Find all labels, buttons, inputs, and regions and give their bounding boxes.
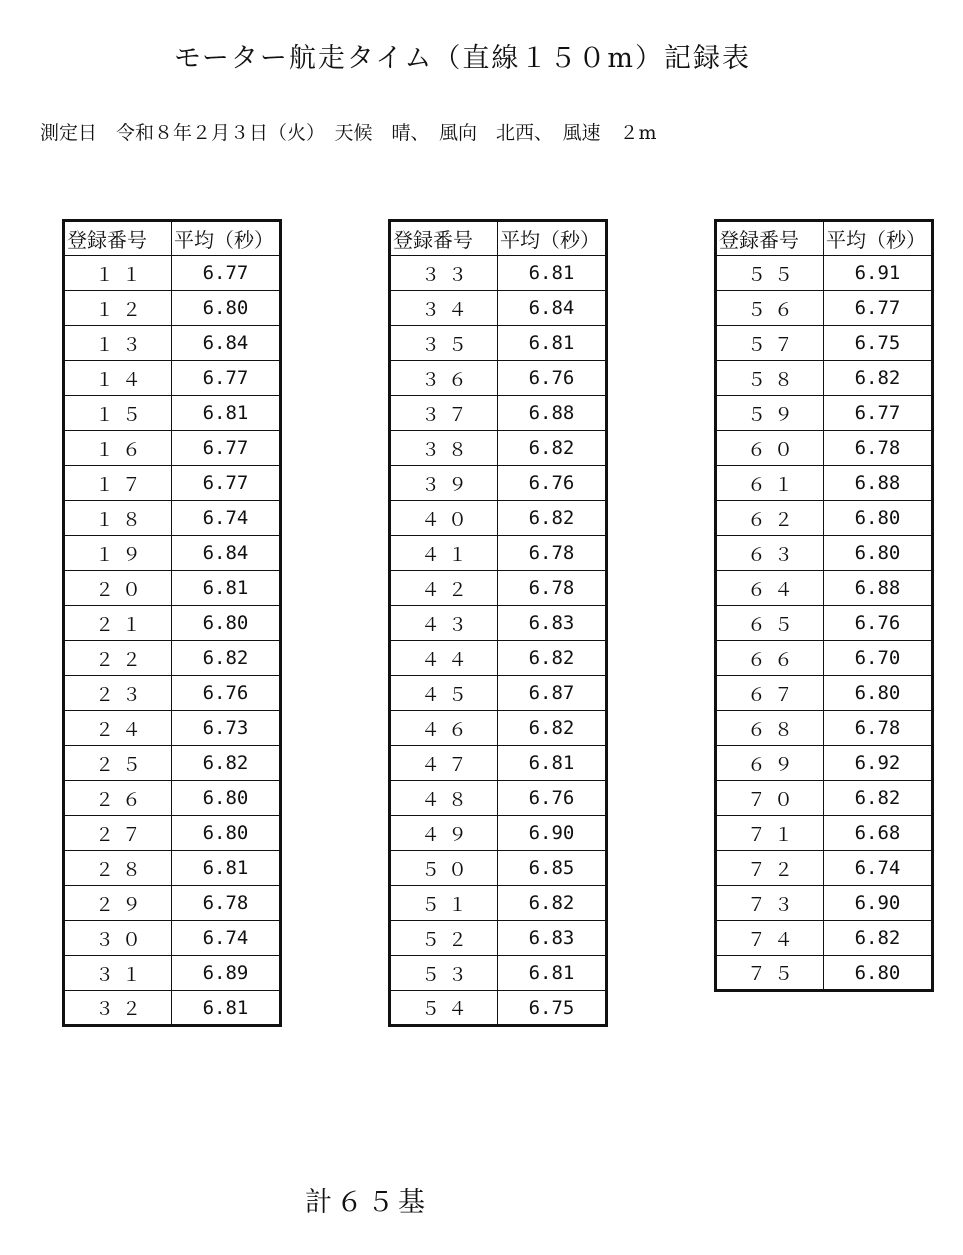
average-time: 6.81 (498, 326, 607, 361)
table-header-row (64, 221, 281, 256)
average-time: 6.78 (498, 536, 607, 571)
registration-number: ４５ (390, 676, 498, 711)
registration-number: ６１ (716, 466, 824, 501)
table-row (390, 641, 607, 676)
table-row (64, 291, 281, 326)
registration-number: ３９ (390, 466, 498, 501)
registration-number: １９ (64, 536, 172, 571)
registration-number: ４６ (390, 711, 498, 746)
average-time: 6.82 (172, 641, 281, 676)
average-time: 6.73 (172, 711, 281, 746)
table-row (390, 501, 607, 536)
registration-number: １７ (64, 466, 172, 501)
average-time: 6.82 (498, 886, 607, 921)
table-row (390, 781, 607, 816)
registration-number: ７５ (716, 956, 824, 991)
table-row (390, 256, 607, 291)
header-number: 登録番号 (390, 221, 498, 256)
average-time: 6.70 (824, 641, 933, 676)
average-time: 6.84 (172, 326, 281, 361)
average-time: 6.82 (172, 746, 281, 781)
average-time: 6.77 (172, 431, 281, 466)
average-time: 6.74 (172, 921, 281, 956)
table-row (64, 396, 281, 431)
average-time: 6.74 (172, 501, 281, 536)
table-row (716, 501, 933, 536)
average-time: 6.75 (824, 326, 933, 361)
table-row (716, 851, 933, 886)
average-time: 6.80 (824, 676, 933, 711)
registration-number: ４２ (390, 571, 498, 606)
average-time: 6.81 (172, 991, 281, 1026)
average-time: 6.78 (824, 711, 933, 746)
average-time: 6.81 (498, 956, 607, 991)
registration-number: ６５ (716, 606, 824, 641)
page-title: モーター航走タイム（直線１５０m）記録表 (174, 43, 751, 74)
registration-number: ５７ (716, 326, 824, 361)
table-row (390, 991, 607, 1026)
registration-number: ４４ (390, 641, 498, 676)
table-row (390, 816, 607, 851)
table-row (716, 956, 933, 991)
registration-number: ７３ (716, 886, 824, 921)
table-row (64, 606, 281, 641)
average-time: 6.84 (498, 291, 607, 326)
table-row (390, 746, 607, 781)
table-row (716, 536, 933, 571)
record-table-3 (714, 219, 934, 992)
registration-number: ３４ (390, 291, 498, 326)
average-time: 6.78 (824, 431, 933, 466)
table-row (390, 921, 607, 956)
registration-number: ５６ (716, 291, 824, 326)
average-time: 6.77 (172, 361, 281, 396)
registration-number: ５３ (390, 956, 498, 991)
table-row (716, 361, 933, 396)
registration-number: ４１ (390, 536, 498, 571)
table-row (716, 256, 933, 291)
average-time: 6.88 (498, 396, 607, 431)
registration-number: ６０ (716, 431, 824, 466)
table-row (64, 326, 281, 361)
registration-number: ４８ (390, 781, 498, 816)
average-time: 6.81 (172, 851, 281, 886)
registration-number: ４０ (390, 501, 498, 536)
registration-number: ２９ (64, 886, 172, 921)
table-row (64, 746, 281, 781)
table-row (390, 851, 607, 886)
table-row (64, 361, 281, 396)
average-time: 6.82 (498, 641, 607, 676)
measurement-info: 測定日 令和８年２月３日（火） 天候 晴、 風向 北西、 風速 ２m (40, 122, 657, 144)
average-time: 6.91 (824, 256, 933, 291)
average-time: 6.76 (498, 466, 607, 501)
average-time: 6.82 (824, 921, 933, 956)
table-row (64, 571, 281, 606)
registration-number: ２６ (64, 781, 172, 816)
average-time: 6.77 (172, 466, 281, 501)
registration-number: ４７ (390, 746, 498, 781)
average-time: 6.83 (498, 606, 607, 641)
average-time: 6.80 (172, 291, 281, 326)
average-time: 6.82 (498, 501, 607, 536)
table-row (390, 466, 607, 501)
average-time: 6.92 (824, 746, 933, 781)
record-table-1 (62, 219, 282, 1027)
registration-number: ３３ (390, 256, 498, 291)
table-row (64, 676, 281, 711)
registration-number: １２ (64, 291, 172, 326)
registration-number: ２５ (64, 746, 172, 781)
average-time: 6.77 (172, 256, 281, 291)
average-time: 6.76 (498, 781, 607, 816)
registration-number: １１ (64, 256, 172, 291)
average-time: 6.82 (824, 781, 933, 816)
table-row (390, 396, 607, 431)
registration-number: ５８ (716, 361, 824, 396)
table-row (390, 361, 607, 396)
registration-number: ６６ (716, 641, 824, 676)
registration-number: ３８ (390, 431, 498, 466)
table-row (716, 641, 933, 676)
table-row (716, 326, 933, 361)
average-time: 6.74 (824, 851, 933, 886)
registration-number: ２０ (64, 571, 172, 606)
average-time: 6.85 (498, 851, 607, 886)
table-row (64, 501, 281, 536)
registration-number: ５９ (716, 396, 824, 431)
table-row (716, 466, 933, 501)
average-time: 6.88 (824, 571, 933, 606)
header-average: 平均（秒） (824, 221, 933, 256)
registration-number: ３０ (64, 921, 172, 956)
registration-number: ２７ (64, 816, 172, 851)
registration-number: ５１ (390, 886, 498, 921)
registration-number: ７１ (716, 816, 824, 851)
table-header-row (390, 221, 607, 256)
average-time: 6.80 (824, 501, 933, 536)
table-row (390, 326, 607, 361)
table-row (64, 466, 281, 501)
table-row (390, 711, 607, 746)
table-row (390, 536, 607, 571)
table-row (64, 256, 281, 291)
table-row (64, 956, 281, 991)
table-row (64, 851, 281, 886)
table-row (716, 571, 933, 606)
registration-number: ５４ (390, 991, 498, 1026)
table-header-row (716, 221, 933, 256)
average-time: 6.84 (172, 536, 281, 571)
table-row (716, 396, 933, 431)
header-average: 平均（秒） (172, 221, 281, 256)
table-row (390, 291, 607, 326)
average-time: 6.76 (824, 606, 933, 641)
average-time: 6.90 (498, 816, 607, 851)
average-time: 6.81 (172, 396, 281, 431)
registration-number: １４ (64, 361, 172, 396)
registration-number: ４９ (390, 816, 498, 851)
table-row (716, 606, 933, 641)
table-row (716, 886, 933, 921)
average-time: 6.89 (172, 956, 281, 991)
registration-number: ５２ (390, 921, 498, 956)
table-row (716, 711, 933, 746)
registration-number: ６８ (716, 711, 824, 746)
registration-number: ６４ (716, 571, 824, 606)
table-row (390, 676, 607, 711)
record-table-2 (388, 219, 608, 1027)
table-row (716, 921, 933, 956)
table-row (64, 816, 281, 851)
header-number: 登録番号 (64, 221, 172, 256)
registration-number: ５５ (716, 256, 824, 291)
average-time: 6.75 (498, 991, 607, 1026)
table-row (390, 606, 607, 641)
registration-number: ２２ (64, 641, 172, 676)
registration-number: １６ (64, 431, 172, 466)
registration-number: ６９ (716, 746, 824, 781)
registration-number: ６３ (716, 536, 824, 571)
registration-number: ６２ (716, 501, 824, 536)
average-time: 6.90 (824, 886, 933, 921)
average-time: 6.80 (172, 816, 281, 851)
average-time: 6.82 (498, 431, 607, 466)
table-row (64, 536, 281, 571)
average-time: 6.81 (498, 746, 607, 781)
registration-number: ３５ (390, 326, 498, 361)
table-row (716, 291, 933, 326)
registration-number: ２８ (64, 851, 172, 886)
registration-number: ２１ (64, 606, 172, 641)
average-time: 6.82 (824, 361, 933, 396)
table-row (64, 991, 281, 1026)
average-time: 6.81 (498, 256, 607, 291)
table-row (716, 431, 933, 466)
registration-number: ２３ (64, 676, 172, 711)
registration-number: ３７ (390, 396, 498, 431)
table-row (716, 676, 933, 711)
table-row (716, 746, 933, 781)
table-row (64, 711, 281, 746)
average-time: 6.77 (824, 396, 933, 431)
registration-number: ３２ (64, 991, 172, 1026)
registration-number: １３ (64, 326, 172, 361)
table-row (64, 431, 281, 466)
registration-number: ５０ (390, 851, 498, 886)
table-row (390, 571, 607, 606)
table-row (64, 641, 281, 676)
average-time: 6.80 (172, 781, 281, 816)
average-time: 6.87 (498, 676, 607, 711)
table-row (390, 431, 607, 466)
registration-number: ７４ (716, 921, 824, 956)
average-time: 6.80 (824, 956, 933, 991)
average-time: 6.76 (498, 361, 607, 396)
average-time: 6.78 (498, 571, 607, 606)
average-time: 6.83 (498, 921, 607, 956)
average-time: 6.77 (824, 291, 933, 326)
registration-number: ６７ (716, 676, 824, 711)
table-row (64, 886, 281, 921)
average-time: 6.82 (498, 711, 607, 746)
average-time: 6.78 (172, 886, 281, 921)
header-average: 平均（秒） (498, 221, 607, 256)
registration-number: ７０ (716, 781, 824, 816)
registration-number: ４３ (390, 606, 498, 641)
table-row (716, 781, 933, 816)
average-time: 6.80 (172, 606, 281, 641)
table-row (390, 956, 607, 991)
total-count: 計６５基 (305, 1187, 429, 1218)
average-time: 6.81 (172, 571, 281, 606)
registration-number: １５ (64, 396, 172, 431)
average-time: 6.68 (824, 816, 933, 851)
table-row (64, 921, 281, 956)
average-time: 6.76 (172, 676, 281, 711)
average-time: 6.80 (824, 536, 933, 571)
header-number: 登録番号 (716, 221, 824, 256)
average-time: 6.88 (824, 466, 933, 501)
registration-number: １８ (64, 501, 172, 536)
registration-number: ２４ (64, 711, 172, 746)
registration-number: ３１ (64, 956, 172, 991)
registration-number: ７２ (716, 851, 824, 886)
table-row (716, 816, 933, 851)
registration-number: ３６ (390, 361, 498, 396)
table-row (64, 781, 281, 816)
table-row (390, 886, 607, 921)
